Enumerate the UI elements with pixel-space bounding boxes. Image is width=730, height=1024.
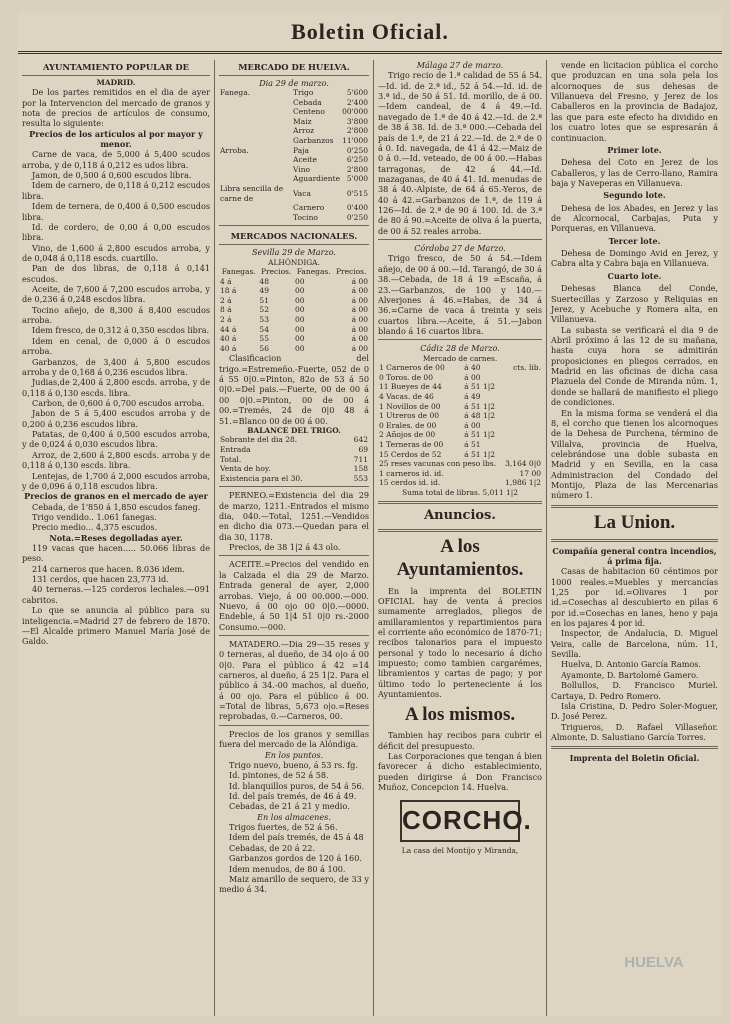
table-row [219, 474, 369, 484]
madrid-sub2: Precios de granos en el mercado de ayer [24, 491, 208, 502]
table-row [378, 402, 542, 412]
malaga-date: Málaga 27 de marzo. [416, 60, 504, 70]
table-cell: 15 cerdos id. id. [379, 478, 441, 488]
corcho-intro: vende en licitacion pública el corcho que produzcan en una sola pela los alcornoques de sus dehesas de Villanueva del Fresno, y Jerez de los Caballeros en la provincia de Badajoz, las que para este efecto ha dividido en los cuatro lotes que se espresarán á continuacion. [551, 60, 718, 143]
table-cell: 4 Vacas. de 46 [379, 391, 434, 401]
table-cell: 00 [294, 334, 305, 344]
table-row [219, 445, 369, 455]
la-union-text: Casas de habitacion 60 céntimos por 1000 reales.=Muebles y mercancías 1,25 por id.=Olivares 1 por id.=Cosechas al descubierto en pilas 6 por id.=Cosechas en lanes, heno y paja en los pajares 4 por id. [551, 566, 718, 629]
table-cell: Paja [293, 145, 310, 155]
madrid-sub1: Precios de los artículos al por mayor y menor. [29, 128, 203, 150]
lot3-title: Tercer lote. [608, 235, 661, 246]
table-cell [504, 382, 542, 392]
table-cell: Cebada [293, 97, 322, 107]
table-cell: á 00 [351, 286, 368, 296]
table-row [378, 469, 542, 479]
table-cell: 0'250 [346, 145, 368, 155]
puestos-label: En los puntos. [264, 749, 324, 760]
table-cell: 48 [259, 276, 269, 286]
table-cell: á 00 [464, 372, 481, 382]
table-cell: 54 [259, 324, 269, 334]
price-line: Idem en cenal, de 0,000 á 0 escudos arroba. [22, 335, 210, 357]
table-row [219, 126, 369, 136]
table-cell: 3,164 0|0 [505, 459, 541, 469]
table-cell: 2 á [220, 295, 232, 305]
table-cell [219, 126, 292, 136]
almacenes-line: Idem del país tremés, de 45 á 48 [229, 832, 364, 843]
reses-line: 119 vacas que hacen..... 50.066 libras de peso. [22, 543, 210, 564]
table-cell: 00 [294, 343, 305, 353]
price-line: Arroz, de 2,600 á 2,800 escds. arroba y de 0,118 á 0,130 escds. libra. [22, 449, 210, 471]
price-line: Carne de vaca, de 5,000 á 5,400 scudos arroba, y de 0,118 á 0,212 es udos libra. [22, 149, 210, 170]
table-cell: 3'800 [346, 116, 368, 126]
table-cell: 1 Carneros de 00 [379, 363, 445, 373]
table-row [219, 107, 369, 117]
carnes-table [378, 363, 542, 459]
table-cell: 1 carneros id. id. [379, 468, 444, 478]
table-cell: cts. lib. [513, 363, 541, 373]
table-cell: Arroz [293, 126, 315, 136]
corporaciones-text: Las Corporaciones que tengan á bien favorecer á dicho establecimiento, pueden dirigirse á Don Francisco Muñoz, Concepcion 14. Huelva. [378, 751, 542, 793]
table-cell: 1,986 1|2 [505, 478, 541, 488]
column-madrid [18, 60, 215, 1016]
puestos-line: Id. pintones, de 52 á 58. [229, 770, 329, 781]
puestos-line: Trigo nuevo, bueno, á 53 rs. fg. [229, 759, 358, 770]
table-row [219, 286, 369, 296]
table-cell: á 00 [351, 305, 368, 315]
table-cell: 642 [353, 435, 368, 445]
reses-line: 40 terneras.—125 corderos lechales.—091 cabritos. [22, 584, 210, 605]
precios-text: Precios, de 38 1|2 á 43 olo. [229, 542, 341, 553]
agent-line: Ayamonte, D. Bartolomé Gamero. [561, 669, 699, 680]
table-cell: Vaca [293, 188, 311, 198]
cadiz-date: Cádiz 28 de Marzo. [420, 343, 500, 354]
table-cell: á 51 1|2 [464, 449, 496, 459]
table-cell [219, 107, 292, 117]
table-cell: 40 á [220, 334, 237, 344]
table-cell: 0 Toros. de 00 [379, 372, 433, 382]
grain-line: Cebada, de 1'850 á 1,850 escudos faneg. [32, 501, 201, 512]
reses-line: 214 carneros que hacen. 8.036 idem. [32, 563, 185, 574]
table-row [219, 455, 369, 465]
table-row [219, 325, 369, 335]
table-cell: Centeno [293, 107, 325, 117]
grain-line: Trigo vendido.. 1.061 fanegas. [32, 511, 157, 522]
table-header: Precios. [335, 267, 367, 276]
almacenes-line: Maiz amarillo de sequero, de 33 y medio á 34. [219, 873, 369, 895]
madrid-intro: De los partes remitidos en el dia de ayer por la Intervencion del mercado de granos y nota de precios de artículos de consumo, resulta lo siguiente: [22, 87, 210, 129]
table-cell: Aguardiente [293, 174, 341, 184]
table-cell: á 00 [464, 420, 481, 430]
table-cell: 1 Utreros de 00 [379, 411, 440, 421]
table-cell: Aceite [293, 155, 317, 165]
table-cell: 49 [259, 286, 269, 296]
agent-line: Bollullos, D. Francisco Muriel. Cartaya, D. Pedro Romero. [551, 680, 718, 701]
table-cell [504, 430, 542, 440]
table-cell: 00 [294, 295, 305, 305]
almacenes-label: En los almacenes. [257, 811, 331, 822]
almacenes-list [219, 822, 369, 895]
table-cell: á 00 [351, 276, 368, 286]
table-cell: á 00 [351, 314, 368, 324]
cordoba-date: Córdoba 27 de Marzo. [414, 243, 506, 254]
table-cell: 44 á [220, 324, 237, 334]
madrid-price-list [22, 149, 210, 491]
table-cell [219, 155, 292, 165]
table-cell: Maiz [293, 116, 312, 126]
table-cell [219, 213, 292, 223]
almacenes-line: Trigos fuertes, de 52 á 56. [229, 822, 338, 833]
table-cell: 51 [259, 295, 269, 305]
ayuntamientos-text: En la imprenta del BOLETIN OFICIAL hay de venta á precios sumamente arreglados, pliegos de amillaramientos y repartimientos para el corriente año económico de 1870-71; recibos talonarios para el impuesto personal y todo lo necesario á dicho impuesto; como tambien cargarémes, libramientos y cartas de pago; y por último todo lo perteneciente á los Ayuntamientos. [378, 585, 542, 700]
table-cell: 5'000 [346, 174, 368, 184]
lot4-text: Dehesas Blanca del Conde, Suertecillas y Zarzoso y Reliquias en Jerez, y Acebuche y Romera alta, en Villanueva. [551, 283, 718, 325]
subasta-text: La subasta se verificará el dia 9 de Abril próximo á las 12 de su mañana, hasta cuya hora se admitirán proposiciones en pliegos cerrados, en Madrid en las oficinas de dicha casa Plazuela del Conde de Miranda núm. 1, donde se hallará de manifiesto el pliego de condiciones. [551, 324, 718, 408]
madrid-heading: AYUNTAMIENTO POPULAR DE [22, 60, 210, 76]
table-cell: Arroba. [220, 145, 249, 155]
price-line: Jamon, de 0,500 á 0,600 escudos libra. [32, 170, 192, 181]
table-row [219, 136, 369, 146]
nacionales-heading: MERCADOS NACIONALES. [219, 229, 369, 245]
price-line: Garbanzos, de 3,400 á 5,800 escudos arroba y de 0,168 á 0,236 escudos libra. [22, 356, 210, 377]
table-cell: 158 [353, 464, 368, 474]
anuncios-heading: Anuncios. [424, 508, 496, 524]
table-cell: 00 [294, 305, 305, 315]
matadero-text: MATADERO.—Dia 29—35 reses y 0 terneras, al dueño, de 34 o|o á 00 0|0. Para el público á 42 =14 carneros, al dueño, á 25 1|2. Para el público á 34.-00 machos, al dueño, á 00 ojo. Para el público á 00. =Total de libras, 5,673 o|o.=Reses reprobadas, 0.—Carneros, 00. [219, 638, 369, 722]
table-header: Fanegas. [296, 267, 331, 276]
table-cell: 00 [294, 324, 305, 334]
table-cell: 2 á [220, 314, 232, 324]
puestos-line: Id. del país tremés, de 46 á 49. [229, 791, 357, 801]
agent-line: Huelva, D. Antonio García Ramos. [561, 659, 702, 670]
madrid-closing: Lo que se anuncia al público para su inteligencia.=Madrid 27 de febrero de 1870.—El Alcalde primero Manuel María José de Galdo. [22, 605, 210, 647]
table-row [378, 363, 542, 373]
price-line: Idem fresco, de 0,312 á 0,350 escdos libra. [32, 325, 210, 336]
price-line: Lentejas, de 1,700 á 2,000 escudos arroba, y de 0,096 á 0,118 escudos libra. [22, 470, 210, 491]
table-cell: 69 [358, 444, 368, 454]
table-cell: á 00 [351, 334, 368, 344]
table-cell: 553 [353, 473, 368, 483]
table-cell: 11'000 [342, 136, 368, 146]
table-cell: á 00 [351, 295, 368, 305]
table-row [219, 203, 369, 213]
table-cell: á 00 [351, 343, 368, 353]
table-cell: 56 [259, 343, 269, 353]
table-row [378, 411, 542, 421]
table-row [219, 88, 369, 98]
table-cell [219, 117, 292, 127]
table-row [378, 430, 542, 440]
table-cell: 52 [259, 305, 269, 315]
table-cell: 5'600 [346, 88, 368, 98]
columns [18, 60, 722, 1016]
column-anuncios [547, 60, 722, 1016]
table-cell: Venta de hoy. [220, 464, 271, 474]
table-cell: 4 á [220, 276, 232, 286]
table-cell: 0'400 [346, 203, 368, 213]
price-line: Jabon de 5 á 5,400 escudos arroba y de 0,200 á 0,236 escudos libra. [22, 408, 210, 429]
table-cell: Garbanzos [293, 136, 334, 146]
table-cell: 1 Terneras de 00 [379, 439, 444, 449]
table-cell: Fanega. [220, 88, 251, 98]
table-cell: 0 Erales. de 00 [379, 420, 437, 430]
table-row [219, 184, 369, 203]
table-cell: á 48 1|2 [464, 411, 496, 421]
table-header: Fanegas. [221, 267, 256, 276]
table-cell: Tocino [293, 212, 318, 222]
table-cell [504, 392, 542, 402]
table-cell: 2'800 [346, 126, 368, 136]
lot1-title: Primer lote. [607, 144, 662, 155]
table-cell: 2'400 [346, 97, 368, 107]
table-row [219, 213, 369, 223]
table-cell: 25 reses vacunas con peso lbs. [379, 459, 497, 469]
table-row [219, 315, 369, 325]
table-cell: á 00 [351, 324, 368, 334]
table-cell: á 51 1|2 [464, 430, 496, 440]
table-row [219, 344, 369, 354]
table-row [219, 98, 369, 108]
table-cell: Sobrante del dia 28. [220, 435, 298, 445]
lot2-title: Segundo lote. [603, 190, 666, 201]
balance-label: BALANCE DEL TRIGO. [247, 425, 341, 435]
column-huelva [215, 60, 374, 1016]
ayuntamientos-heading: A los Ayuntamientos. [396, 535, 524, 580]
perneo-text: PERNEO.=Existencia del dia 29 de marzo, 1211.-Entrados el mismo dia, 040.—Total, 1251.—Vendidos en dicho dia 073.—Quedan para el dia 30, 1178. [219, 490, 369, 542]
lot3-text: Dehesa de Domingo Avid en Jerez, y Cabra alta y Cabra baja en Villanueva. [551, 248, 718, 269]
table-row [219, 464, 369, 474]
price-line: Aceite, de 7,600 á 7,200 escudos arroba, y de 0,236 á 0,248 escdos libra. [22, 284, 210, 305]
cordoba-text: Trigo fresco, de 50 á 54.—Idem añejo, de 00 á 00.—Id. Tarangó, de 30 á 38.—Cebada, de 18 á 19 =Escaña, á 23.—Garbanzos, de 100 y 140.—Alverjones á 46.=Habas, de 34 á 36.=Carne de vaca á treinta y seis cuartos libra.—Aceite, á 51.—Jabon blando á 16 cuartos libra. [378, 253, 542, 336]
mismos-heading: A los mismos. [404, 703, 516, 725]
table-row [219, 165, 369, 175]
puestos-line: Id. blanquillos puros, de 54 á 56. [229, 780, 365, 791]
price-line: Idem de ternera, de 0,400 á 0,500 escudos libra. [22, 201, 210, 222]
carnes-label: Mercado de carnes. [422, 353, 498, 363]
agent-line: Inspector, de Andalucia, D. Miguel Veira, calle de Barcelona, núm. 11, Sevilla. [551, 628, 718, 660]
almacenes-line: Garbanzos gordos de 120 á 160. [229, 853, 362, 864]
newspaper-page [18, 12, 722, 1016]
huelva-date: Dia 29 de marzo. [259, 77, 329, 88]
table-cell [219, 165, 292, 175]
madrid-grain-list [22, 502, 210, 533]
agent-line: Isla Cristina, D. Pedro Soler-Moguer, D. José Perez. [551, 700, 718, 722]
table-cell: 00 [294, 286, 305, 296]
table-cell: 00 [294, 276, 305, 286]
table-cell: á 40 [464, 363, 481, 373]
library-stamp: HUELVA [624, 954, 684, 971]
masthead [18, 12, 722, 54]
table-cell [504, 411, 542, 421]
table-row [219, 334, 369, 344]
table-cell: á 51 [464, 439, 481, 449]
puestos-line: Cebadas, de 21 á 21 y medio. [229, 801, 350, 812]
lot4-title: Cuarto lote. [607, 270, 662, 281]
table-cell: Carnero [293, 203, 325, 213]
table-cell: 6'250 [346, 155, 368, 165]
sevilla-table [219, 267, 369, 353]
agent-line: Trigueros, D. Rafael Villaseñor. Almonte, D. Salustiano García Torres. [551, 721, 718, 742]
table-row [378, 373, 542, 383]
table-cell: 711 [353, 454, 368, 464]
corcho-heading: CORCHO. [400, 800, 520, 841]
table-cell: 2'800 [346, 164, 368, 174]
table-cell: á 51 1|2 [464, 401, 496, 411]
table-cell: 15 Cerdos de 52 [379, 449, 442, 459]
corcho-sub: La casa del Montijo y Miranda, [401, 845, 519, 855]
table-row [378, 478, 542, 488]
lot1-text: Dehesa del Coto en Jerez de los Caballeros, y las de Cerro-llano, Ramira baja y Naveperas en Villanueva. [551, 157, 718, 188]
price-line: Judias,de 2,400 á 2,800 escds. arroba, y de 0,118 á 0,130 escds. libra. [22, 377, 210, 398]
reses-line: 131 cerdos, que hacen 23,773 id. [32, 574, 169, 585]
madrid-sub3: Nota.=Reses degolladas ayer. [49, 532, 183, 543]
mismos-text: Tambien hay recibos para cubrir el déficit del presupuesto. [378, 730, 542, 751]
table-cell: 1 Novillos de 00 [379, 401, 441, 411]
table-header: Precios. [260, 267, 292, 276]
table-cell: Trigo [293, 88, 314, 98]
table-cell: 55 [259, 334, 269, 344]
price-line: Carbon, de 0,600 á 0,700 escudos arroba. [32, 398, 205, 408]
aceite-text: ACEITE.=Precios del vendido en la Calzada el dia 29 de Marzo. Entrada general de ayer, 2,000 arrobas. Viejo, á 00 00.000.—000. Nuevo, á 00 ojo 00 0|0.—0000. Endeble, á 50 1|4 51 0|0 rs.-2000 Consumo.—000. [219, 559, 369, 632]
almacenes-line: Idem menudos, de 80 á 100. [229, 863, 346, 874]
huelva-heading: MERCADO DE HUELVA. [219, 60, 369, 76]
table-row [378, 392, 542, 402]
table-cell: Existencia para el 30. [220, 473, 303, 483]
sevilla-date: Sevilla 29 de Marzo. [251, 247, 337, 258]
table-row [219, 146, 369, 156]
table-cell [504, 373, 542, 383]
table-row [378, 459, 542, 469]
table-cell [219, 203, 292, 213]
agents-list [551, 628, 718, 742]
table-row [219, 305, 369, 315]
table-cell: 00'000 [342, 107, 368, 117]
table-cell: á 51 1|2 [464, 382, 496, 392]
table-cell: 00 [294, 314, 305, 324]
granos-text: Precios de los granos y semillas fuera del mercado de la Alóndiga. [219, 728, 369, 750]
madrid-subheading: MADRID. [96, 77, 136, 87]
column-mercados [374, 60, 547, 1016]
misma-text: En la misma forma se venderá el dia 8, el corcho que tienen los alcornoques de la Dehesa de Purchena, término de Villalva, provincia de Huelva, celebrándose una doble subasta en Madrid y en Sevilla, en la casa Administracion del Condado del Montijo, Plaza de las Mercenarias número 1. [551, 407, 718, 501]
almacenes-line: Cebadas, de 20 á 22. [229, 842, 315, 853]
table-cell: Vino [293, 164, 311, 174]
price-line: Idem de carnero, de 0,118 á 0,212 escudos libra. [22, 180, 210, 201]
lot2-text: Dehesa de los Abades, en Jerez y las de Alcornocal, Carbajas, Puta y Porqueras, en Villanueva. [551, 202, 718, 234]
imprenta-footer: Imprenta del Boletin Oficial. [569, 753, 700, 764]
table-cell [219, 174, 292, 184]
table-row [378, 382, 542, 392]
table-cell [504, 402, 542, 412]
table-cell [504, 440, 542, 450]
table-row [378, 440, 542, 450]
malaga-text: Trigo recio de 1.ª calidad de 55 á 54.—Id. id. de 2.ª id., 52 á 54.—Id. id. de 3.ª id., de 50 á 51. Id. morillo, de á 00.—Idem candeal, de 4 á 49.—Id. navegado de 1.ª de 40 á 42.—Id. de 2.ª de 38 á 38. Id. de 3.ª 000.—Cebada del país de 1.ª, de 21 á 22.—Id. de 2.ª de 0 á 0. Id. navegada, de 41 á 42.—Maiz de 0 á 0.—Id. veteado, de 00 á 00.—Habas tarragonas, de 42 á 44.—Id. mazaganas, de 40 á 41. Id. menudas de 38 á 40.-Alpiste, de 64 á 65.-Yeros, de 40 á 42.=Garbanzos de 1.ª, de 119 á 126—Id. de 2.ª de 90 á 100. Id. de 3.ª de 80 á 90.=Aceite de oliva á la puerta, de 00 á 52 reales arroba. [378, 70, 542, 236]
price-line: Patatas, de 0,400 á 0,500 escudos arroba, y de 0,024 á 0,030 escudos libra. [22, 429, 210, 450]
price-line: Pan de dos libras, de 0,118 á 0,141 escudos. [22, 263, 210, 284]
table-cell: 0'515 [346, 188, 368, 198]
table-cell: á 49 [464, 391, 481, 401]
table-cell: 17 00 [519, 468, 541, 478]
balance-table [219, 435, 369, 483]
la-union-heading: La Union. [593, 511, 676, 533]
price-line: Vino, de 1,600 á 2,800 escudos arroba, y de 0,048 á 0,118 escds. cuartillo. [22, 242, 210, 263]
masthead-title: Boletin Oficial. [291, 18, 449, 44]
table-row [219, 117, 369, 127]
table-cell: Entrada [220, 444, 251, 454]
table-row [219, 435, 369, 445]
table-cell [504, 450, 542, 460]
table-cell: Libra sencilla de carne de [220, 184, 284, 203]
clasificacion-text: Clasificacion del trigo.=Estremeño.-Fuerte, 052 de 0 á 55 0|0.=Pinton, 82o de 53 á 50 0|0.=Del pais.—Fuerte, 00 de 00 á 00 0|0.=Pinton, 00 de 00 á 00.=Tremés, 24 de 0|0 48 á 51.=Blanco 00 de 00 á 00. [219, 353, 369, 426]
table-cell: 0'250 [346, 212, 368, 222]
table-cell: 40 á [220, 343, 237, 353]
suma-total: Suma total de libras. 5,011 1|2 [402, 487, 518, 497]
table-cell [219, 98, 292, 108]
table-cell: Total. [220, 454, 242, 464]
la-union-sub: Compañía general contra incendios, á prima fija. [552, 545, 717, 566]
table-cell: 11 Bueyes de 44 [379, 382, 442, 392]
table-cell: 18 á [220, 286, 237, 296]
table-row [219, 174, 369, 184]
madrid-reses-list [22, 543, 210, 605]
table-row [378, 421, 542, 431]
table-cell: 2 Añojos de 00 [379, 430, 436, 440]
table-cell: 53 [259, 314, 269, 324]
table-cell: 8 á [220, 305, 232, 315]
price-line: Id. de cordero, de 0,00 á 0,00 escudos libra. [22, 221, 210, 243]
table-cell [504, 421, 542, 431]
puestos-list [219, 760, 369, 812]
table-row [219, 155, 369, 165]
table-row [219, 277, 369, 287]
huelva-price-table [219, 88, 369, 222]
alhondiga-label: ALHÓNDIGA. [268, 257, 320, 267]
grain-line: Precio medio... 4,375 escudos. [32, 522, 158, 533]
table-row [378, 450, 542, 460]
table-cell [219, 136, 292, 146]
carnes-totals [378, 459, 542, 488]
table-row [219, 296, 369, 306]
price-line: Tocino añejo, de 8,300 á 8,400 escudos arroba. [22, 304, 210, 326]
